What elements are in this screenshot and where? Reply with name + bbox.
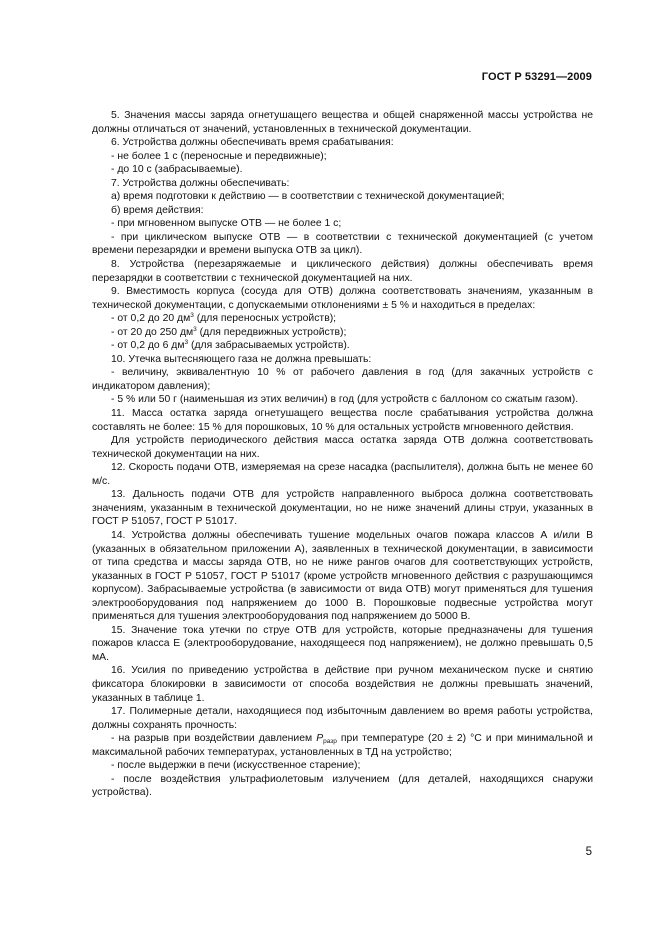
paragraph: 14. Устройства должны обеспечивать тушение модельных очагов пожара классов А и/или В (указанных в обязательном приложении А), заявленных в технической документации, в зависимости от типа средства и массы заряда ОТВ, но не ниже рангов очагов для соответствующих устройств, указанных в ГОСТ Р 51057, ГОСТ Р 51017 (кроме устройств мгновенного действия с разрушающимся корпусом). Забрасываемые устройства (в зависимости от вида ОТВ) могут применяться для тушения электрооборудования под напряжением до 1000 В. Порошковые подвесные устройства могут применяться для тушения электрооборудования под напряжением до 5000 В.: [92, 529, 593, 623]
list-item: - при мгновенном выпуске ОТВ — не более 1 с;: [111, 218, 342, 230]
volume-range-text: (для передвижных устройств);: [196, 326, 347, 338]
volume-range-text: - от 0,2 до 6 дм: [111, 340, 185, 352]
volume-range-item: [92, 339, 593, 353]
paragraph: 6. Устройства должны обеспечивать время срабатывания:: [111, 137, 394, 149]
paragraph: 9. Вместимость корпуса (сосуда для ОТВ) должна соответствовать значениям, указанным в технической документации, с допускаемыми отклонениями ± 5 % и находиться в пределах:: [92, 286, 593, 311]
list-item: - после воздействия ультрафиолетовым излучением (для деталей, находящихся снаружи устройства).: [92, 773, 593, 799]
pressure-symbol: P: [316, 733, 324, 745]
list-item: - 5 % или 50 г (наименьшая из этих величин) в год (для устройств с баллоном со сжатым газом).: [111, 394, 579, 406]
volume-range-text: (для забрасываемых устройств).: [188, 340, 350, 352]
paragraph: 13. Дальность подачи ОТВ для устройств направленного выброса должна соответствовать значениям, указанным в технической документации, но не ниже значений длины струи, указанных в ГОСТ Р 51057, ГОСТ Р 51017.: [92, 489, 593, 528]
volume-range-text: (для переносных устройств);: [193, 313, 337, 325]
unit-exponent: 3: [193, 325, 197, 333]
volume-range-item: [92, 312, 593, 326]
list-item: - величину, эквивалентную 10 % от рабочего давления в год (для закачных устройств с индикатором давления);: [92, 367, 593, 392]
list-item: - после выдержки в печи (искусственное старение);: [111, 760, 361, 772]
volume-range-text: - от 20 до 250 дм: [111, 326, 194, 338]
volume-range-item: [92, 326, 593, 340]
paragraph: 8. Устройства (перезаряжаемые и циклического действия) должны обеспечивать время перезарядки в соответствии с технической документацией на них.: [92, 259, 593, 284]
list-item: - при циклическом выпуске ОТВ — в соответствии с технической документацией (с учетом времени перезарядки и времени выпуска ОТВ за цикл).: [92, 231, 593, 257]
paragraph: 16. Усилия по приведению устройства в действие при ручном механическом пуске и снятию фиксатора блокировки в зависимости от способа воздействия не должны превышать значений, указанных в таблице 1.: [92, 665, 593, 704]
paragraph: 5. Значения массы заряда огнетушащего вещества и общей снаряженной массы устройства не должны отличаться от значений, установленных в технической документации.: [92, 110, 593, 135]
document-code-header: ГОСТ Р 53291—2009: [481, 71, 592, 83]
list-item: а) время подготовки к действию — в соответствии с технической документацией;: [111, 191, 505, 203]
paragraph: Для устройств периодического действия масса остатка заряда ОТВ должна соответствовать технической документации на них.: [92, 435, 593, 460]
paragraph: 12. Скорость подачи ОТВ, измеряемая на срезе насадка (распылителя), должна быть не менее 60 м/с.: [92, 462, 593, 487]
pressure-list-item: [92, 732, 593, 759]
list-item: - до 10 с (забрасываемые).: [111, 164, 243, 176]
list-item: - не более 1 с (переносные и передвижные);: [111, 150, 327, 162]
paragraph: 7. Устройства должны обеспечивать:: [111, 177, 290, 189]
list-item: б) время действия:: [111, 204, 204, 216]
paragraph: 10. Утечка вытесняющего газа не должна превышать:: [111, 353, 372, 365]
paragraph: 17. Полимерные детали, находящиеся под избыточным давлением во время работы устройства, должны сохранять прочность:: [92, 706, 593, 731]
pressure-subscript: разр: [323, 738, 337, 746]
unit-exponent: 3: [184, 339, 189, 347]
pressure-text: при температуре (20 ± 2) °С и при минимальной и максимальной рабочих температурах, установленных в ТД на устройство;: [92, 733, 593, 758]
volume-range-text: - от 0,2 до 20 дм: [111, 313, 191, 325]
page-number: 5: [585, 846, 592, 858]
paragraph: 15. Значение тока утечки по струе ОТВ для устройств, которые предназначены для тушения пожаров класса Е (электрооборудование, находящееся под напряжением), не должно превышать 0,5 мА.: [92, 624, 593, 663]
paragraph: 11. Масса остатка заряда огнетушащего вещества после срабатывания устройства должна составлять не более: 15 % для порошковых, 10 % для остальных устройств мгновенного действия.: [92, 408, 593, 433]
unit-exponent: 3: [190, 312, 194, 320]
document-body: [92, 109, 593, 800]
pressure-text: - на разрыв при воздействии давлением: [111, 733, 317, 745]
